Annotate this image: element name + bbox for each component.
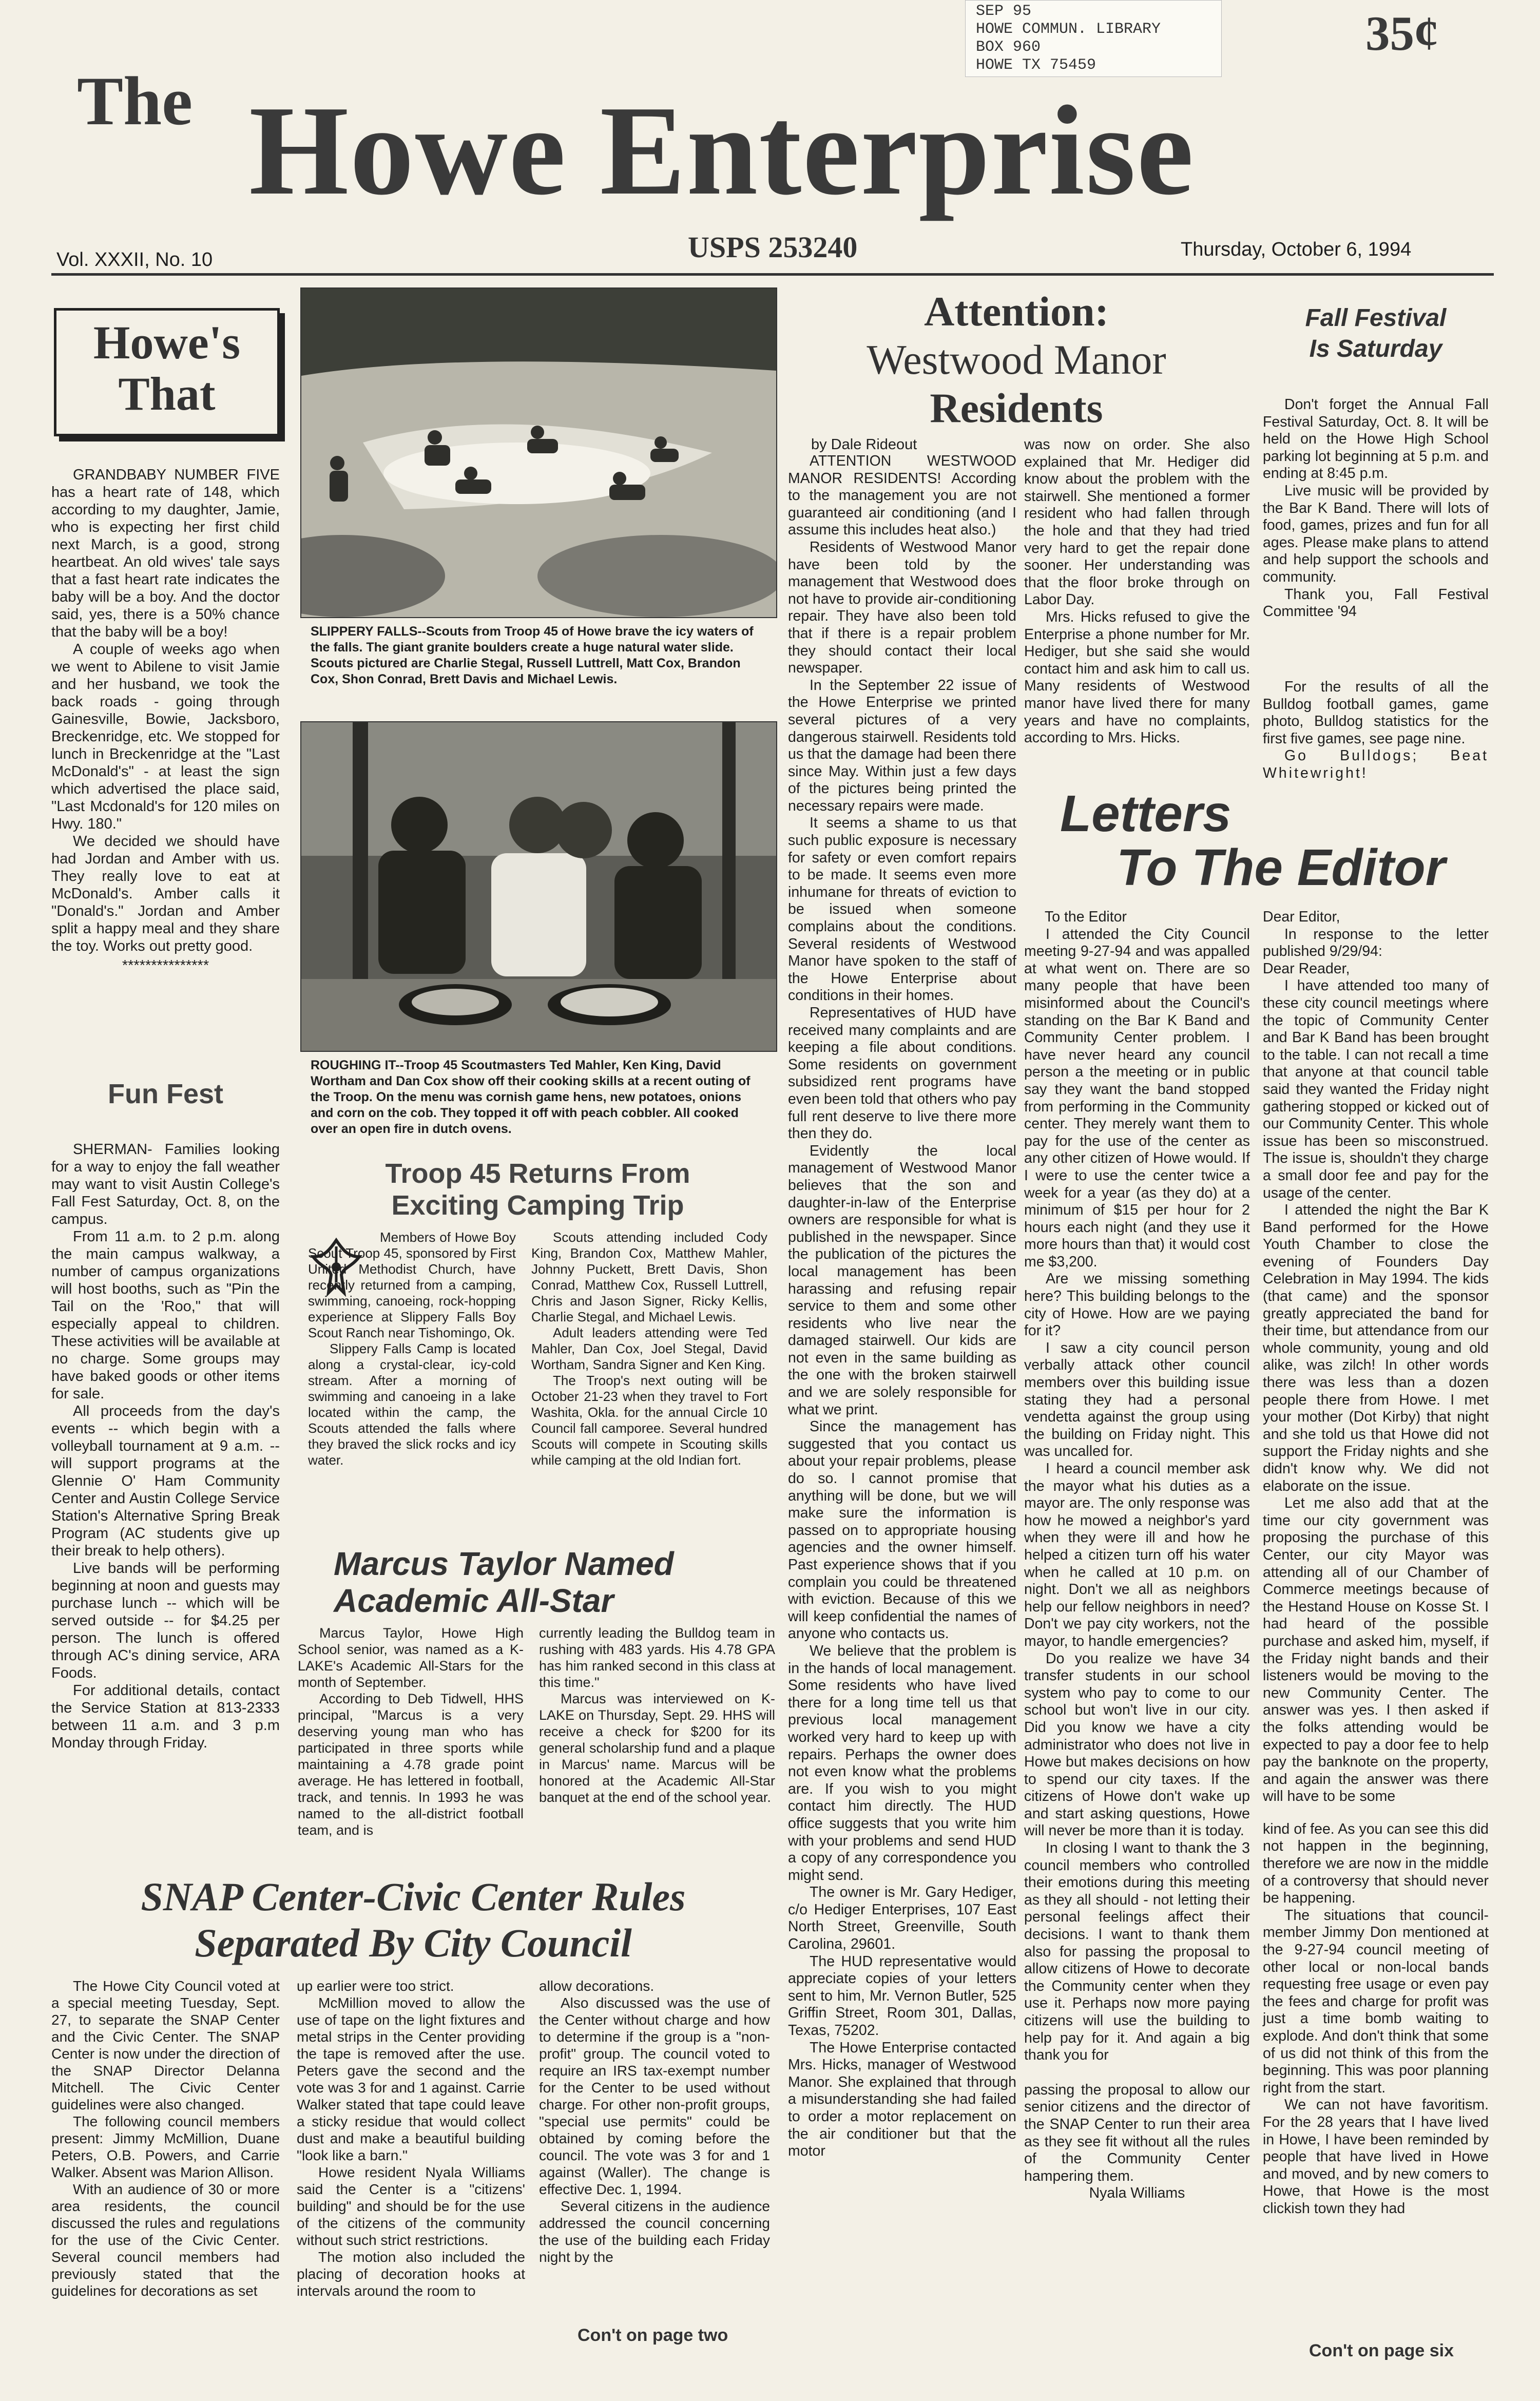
paragraph: In response to the letter published 9/29/94: bbox=[1263, 926, 1489, 960]
scoutmasters-image bbox=[301, 722, 776, 1051]
letters-headline-1: Letters bbox=[1060, 785, 1231, 842]
letter-signature: Nyala Williams bbox=[1089, 2185, 1185, 2202]
paragraph: The Howe City Council voted at a special meeting Tuesday, Sept. 27, to separate the SNAP Center and the Civic Center. The SNAP Center is now under the direction of the SNAP Director Delanna Mitchell. The Civic Center guidelines were also changed. bbox=[51, 1978, 280, 2112]
troop45-headline bbox=[300, 1158, 775, 1221]
paragraph: A couple of weeks ago when we went to Abilene to visit Jamie and her husband, we took the back roads - going through Gainesville, Bowie, Jacksboro, Breckenridge, etc. We stopped for lunch in Breckenridge at the "Last McDonald's" - at least the sign which advertised the place said, "Last Mcdonald's for 120 miles on Hwy. 180." bbox=[51, 641, 280, 832]
marcus-col1 bbox=[298, 1625, 524, 1838]
paragraph: Members of Howe Boy Scout Troop 45, sponsored by First United Methodist Church, have recently returned from a camping, swimming, canoeing, rock-hopping experience at Slippery Falls Boy Scout Ranch near Tishomingo, Ok. bbox=[308, 1230, 516, 1340]
usps-number: USPS 253240 bbox=[688, 231, 858, 264]
paragraph: Howe resident Nyala Williams said the Center is a "citizens' building" and should be for the use of the citizens of the community without such strict restrictions. bbox=[297, 2164, 525, 2248]
marcus-headline bbox=[334, 1545, 775, 1619]
paragraph: Do you realize we have 34 transfer students in our school system who pay to come to our school but won't live in our city. Did you know we have a city administrator who does not live in Howe but makes decisions on how to spend our city taxes. If the citizens of Howe don't wake up and start asking questions, Howe will never be more than it is today. bbox=[1024, 1650, 1250, 1839]
headline-line: Marcus Taylor Named bbox=[334, 1545, 674, 1582]
headline-line: Residents bbox=[930, 385, 1103, 431]
marcus-col2 bbox=[539, 1625, 775, 1805]
paragraph: was now on order. She also explained that Mr. Hediger did know about the problem with the stairwell. She mentioned a former resident who had fallen through the hole and that they had tried very hard to get the repair done sooner. Her understanding was that the floor broke through on Labor Day. bbox=[1024, 436, 1250, 608]
headline-line: Is Saturday bbox=[1309, 335, 1442, 362]
volume-number: Vol. XXXII, No. 10 bbox=[56, 249, 213, 271]
byline: by Dale Rideout bbox=[811, 436, 917, 453]
continued-link[interactable]: Con't on page two bbox=[578, 2326, 728, 2345]
paragraph: I attended the City Council meeting 9-27-94 and was appalled at what went on. There are so many people that have been misinformed about the Council's standing on the Bar K Band and Community Center problem. I have never heard any council person a the meeting or in public say they want the band stopped from performing in the Community center. They merely want them to pay for the use of the center as any other citizen of Howe would. If I were to use the center twice a week for a year (as they do) at a minimum of $15 per hour for 2 hours each night (and they use it more hours than that) it would cost me $3,200. bbox=[1024, 926, 1250, 1270]
paragraph: Representatives of HUD have received many complaints and are keeping a file about conditions. Some residents on government subsidized rent programs have even been told that others who pay full rent deserve to live there more then they do. bbox=[788, 1005, 1016, 1142]
water-slide-image bbox=[301, 289, 776, 617]
paragraph: Also discussed was the use of the Center without charge and how to determine if the group is a "non-profit" group. The council voted to require an IRS tax-exempt number for the Center to be used without charge. For other non-profit groups, "special use permits" could be obtained by coming before the council. The vote was 3 for and 1 against (Waller). The change is effective Dec. 1, 1994. bbox=[539, 1995, 770, 2197]
paragraph: GRANDBABY NUMBER FIVE has a heart rate of 148, which according to my daughter, Jamie, who is expecting her first child next March, is a good, strong heartbeat. An old wives' tale says that a fast heart rate indicates the baby will be a boy. And the doctor said, yes, there is a 50% chance that the baby will be a boy! bbox=[51, 467, 280, 640]
paragraph: Slippery Falls Camp is located along a crystal-clear, icy-cold stream. After a morning of swimming and canoeing in a lake located within the camp, the Scouts attended the falls where they braved the slick rocks and icy water. bbox=[308, 1341, 516, 1468]
howes-that-text bbox=[51, 466, 280, 974]
headline-line: Exciting Camping Trip bbox=[391, 1190, 684, 1221]
headline-line: Academic All-Star bbox=[334, 1582, 614, 1619]
photo-caption: ROUGHING IT--Troop 45 Scoutmasters Ted Mahler, Ken King, David Wortham and Dan Cox show off their cooking skills at a recent outing of the Troop. On the menu was cornish game hens, new potatoes, onions and corn on the cob. They topped it off with peach cobbler. All cooked over an open fire in dutch ovens. bbox=[311, 1058, 750, 1136]
masthead-rule bbox=[51, 273, 1494, 276]
letter-salutation: To the Editor bbox=[1045, 909, 1127, 925]
paragraph: SHERMAN- Families looking for a way to enjoy the fall weather may want to visit Austin College's Fall Fest Saturday, Oct. 8, on the campus. bbox=[51, 1141, 280, 1227]
paragraph: It seems a shame to us that such public exposure is necessary for safety or even comfort repairs to be made. It seems even more inhumane for threats of eviction to be issued when someone complains about the conditions. Several residents of Westwood Manor have spoken to the staff of the Howe Enterprise about conditions in their homes. bbox=[788, 815, 1016, 1004]
headline-line: Separated By City Council bbox=[195, 1920, 632, 1965]
snap-col3 bbox=[539, 1977, 770, 2265]
paragraph: The owner is Mr. Gary Hediger, c/o Hediger Enterprises, 107 East North Street, Greenville, South Carolina, 29601. bbox=[788, 1884, 1016, 1953]
label-line: SEP 95 bbox=[976, 3, 1032, 20]
paragraph: Live music will be provided by the Bar K Band. There will lots of food, games, prizes and fun for all ages. Please make plans to attend and help support the schools and community. bbox=[1263, 482, 1489, 585]
paragraph: passing the proposal to allow our senior citizens and the director of the SNAP Center to run their area as they see fit without all the rules of the Community Center hampering them. bbox=[1024, 2081, 1250, 2184]
paragraph: I attended the night the Bar K Band performed for the Howe Youth Chamber to close the evening of Founders Day Celebration in May 1994. The kids (that came) and the sponsor greatly appreciated the band for their time, but attendance from our whole community, young and old alike, was zilch! In other words there was less than a dozen people there from Howe. I met your mother (Dot Kirby) that night and she told us that Howe did not support the Friday nights and she didn't know why. We did not elaborate on the issue. bbox=[1263, 1202, 1489, 1494]
fun-fest-title: Fun Fest bbox=[108, 1079, 223, 1109]
paragraph: We can not have favoritism. For the 28 years that I have lived in Howe, I have been reminded by people that have lived in Howe and moved, and by new comers to Howe, that Howe is the most clickish town they had bbox=[1263, 2097, 1489, 2217]
paragraph: The motion also included the placing of decoration hooks at intervals around the room to bbox=[297, 2249, 525, 2299]
paragraph: For the results of all the Bulldog football games, game photo, Bulldog statistics for the first five games, see page nine. bbox=[1263, 679, 1489, 747]
letter-salutation: Dear Editor, bbox=[1263, 909, 1340, 925]
paragraph: Marcus Taylor, Howe High School senior, was named as a K-LAKE's Academic All-Stars for the month of September. bbox=[298, 1625, 524, 1690]
paragraph: Evidently the local management of Westwood Manor believes that the son and daughter-in-law of the Enterprise owners are responsible for what is published in the newspaper. Since the publication of the pictures the local management has been harassing and refusing repair service to them and some other residents who live near the damaged stairwell. Our kids are not even in the same building as the one with the broken stairwell and we are solely responsible for what we print. bbox=[788, 1142, 1016, 1418]
paragraph: Don't forget the Annual Fall Festival Saturday, Oct. 8. It will be held on the Howe High School parking lot beginning at 5 p.m. and ending at 8:45 p.m. bbox=[1263, 396, 1489, 482]
label-line: BOX 960 bbox=[976, 39, 1041, 56]
paragraph: With an audience of 30 or more area residents, the council discussed the rules and regulations for the use of the Civic Center. Several council members had previously stated that the guidelines for decorations as set bbox=[51, 2181, 280, 2299]
slippery-falls-photo bbox=[300, 287, 777, 618]
paragraph: allow decorations. bbox=[539, 1978, 654, 1994]
paragraph: The HUD representative would appreciate copies of your letters sent to him, Mr. Vernon Butler, 525 Griffin Street, Room 301, Dallas, Texas, 75202. bbox=[788, 1953, 1016, 2039]
masthead-title: Howe Enterprise bbox=[249, 80, 1195, 222]
headline-line: Troop 45 Returns From bbox=[385, 1158, 690, 1189]
paragraph: kind of fee. As you can see this did not happen in the beginning, therefore we are now in the middle of a controversy that should never be happening. bbox=[1263, 1820, 1489, 1907]
roughing-it-photo bbox=[300, 721, 777, 1052]
paragraph: Adult leaders attending were Ted Mahler, Dan Cox, Joel Stegal, David Wortham, Sandra Signer and Ken King. bbox=[531, 1325, 767, 1372]
paragraph: McMillion moved to allow the use of tape on the light fixtures and metal strips in the Center providing the tape is removed after the use. Peters gave the second and the vote was 3 for and 1 against. Carrie Walker stated that tape could leave a sticky residue that would collect dust and make a beautiful building "look like a barn." bbox=[297, 1995, 525, 2163]
paragraph: I saw a city council person verbally attack other council members over this building issue stating they had a personal vendetta against the group using the building on Friday night. This was uncalled for. bbox=[1024, 1339, 1250, 1460]
westwood-headline bbox=[785, 287, 1247, 432]
paragraph: up earlier were too strict. bbox=[297, 1978, 454, 1994]
troop45-col1 bbox=[308, 1230, 516, 1468]
paragraph: All proceeds from the day's events -- which begin with a volleyball tournament at 9 a.m. -- will support programs at the Glennie O' Ham Community Center and Austin College Service Station's Alternative Spring Break Program (AC students give up their break to help others). bbox=[51, 1403, 280, 1559]
paragraph: Are we missing something here? This building belongs to the city of Howe. How are we paying for it? bbox=[1024, 1271, 1250, 1339]
paragraph: Marcus was interviewed on K-LAKE on Thursday, Sept. 29. HHS will receive a check for $200 for its general scholarship fund and a plaque in Marcus' name. Marcus will be honored at the Academic All-Star banquet at the end of the school year. bbox=[539, 1691, 775, 1805]
fall-festival-text bbox=[1263, 396, 1489, 621]
snap-col2 bbox=[297, 1977, 525, 2299]
price: 35¢ bbox=[1365, 6, 1439, 61]
paragraph: Let me also add that at the time our city government was proposing the purchase of this Center, our city Mayor was attending all of our Chamber of Commerce meetings because of the Hestand House on Kosse St. I had heard of the possible purchase and asked him, myself, if the Friday night bands and their listeners would be moving to the new Community Center. The answer was yes. I then asked if the folks attending would be expected to pay a door fee to help pay the banknote on the property, and again the answer was there will have to be some bbox=[1263, 1495, 1489, 1805]
paragraph: Thank you, Fall Festival Committee '94 bbox=[1263, 586, 1489, 620]
letter-nyala-williams bbox=[1024, 909, 1250, 2202]
paragraph: I heard a council member ask the mayor what his duties as a mayor are. The only response was how he mowed a neighbor's yard when they were ill and how he helped a citizen turn off his water when he called at 10 p.m. on night. Don't we all as neighbors help our fellow neighbors in need? Don't we pay city workers, not the mayor, to handle emergencies? bbox=[1024, 1461, 1250, 1649]
snap-col1 bbox=[51, 1977, 280, 2299]
headline-line: Westwood Manor bbox=[867, 336, 1166, 383]
letter-salutation: Dear Reader, bbox=[1263, 960, 1350, 977]
paragraph: We decided we should have had Jordan and Amber with us. They really love to eat at McDonald's. Amber calls it "Donald's." Jordan and Amber split a happy meal and they share the toy. Works out pretty good. bbox=[51, 833, 280, 954]
football-note bbox=[1263, 679, 1489, 782]
paragraph: Mrs. Hicks refused to give the Enterprise a phone number for Mr. Hediger, but she said she would contact him and ask him to call us. Many residents of Westwood manor have lived there for many years and have no complaints, according to Mrs. Hicks. bbox=[1024, 608, 1250, 746]
issue-date: Thursday, October 6, 1994 bbox=[1181, 239, 1412, 260]
headline-line: Fall Festival bbox=[1305, 304, 1447, 332]
paragraph: Since the management has suggested that you contact us about your repair problems, please do so. I cannot promise that anything will be done, but we will make sure the information is passed on to appropriate housing agencies and the owner himself. Past experience shows that if you complain you could be threatened with eviction. Because of this we will keep confidential the names of anyone who contacts us. bbox=[788, 1418, 1016, 1642]
westwood-col1 bbox=[788, 453, 1016, 2160]
headline-line: SNAP Center-Civic Center Rules bbox=[141, 1874, 686, 1919]
paragraph: ATTENTION WESTWOOD MANOR RESIDENTS! According to the management you are not guaranteed air conditioning (and I assume this includes heat also.) bbox=[788, 453, 1016, 539]
snap-headline bbox=[51, 1874, 775, 1966]
photo-caption: SLIPPERY FALLS--Scouts from Troop 45 of Howe brave the icy waters of the falls. The giant granite boulders create a huge natural water slide. Scouts pictured are Charlie Stegal, Russell Luttrell, Matt Cox, Brandon Cox, Shon Conrad, Brett Davis and Michael Lewis. bbox=[311, 624, 754, 686]
masthead-the: The bbox=[77, 63, 193, 140]
paragraph: The Troop's next outing will be October 21-23 when they travel to Fort Washita, Okla. for the annual Circle 10 Council fall camporee. Several hundred Scouts will compete in Scouting skills while camping at the old Indian fort. bbox=[531, 1373, 767, 1468]
mailing-label bbox=[965, 0, 1222, 77]
paragraph: Several citizens in the audience addressed the council concerning the use of the building each Friday night by the bbox=[539, 2198, 770, 2265]
howes-that-box bbox=[54, 308, 280, 436]
paragraph: The situations that council-member Jimmy Don mentioned at the 9-27-94 council meeting of other local or non-local bands requesting free usage or even pay the fees and charge for profit was just a time bomb waiting to explode. And don't think that some of us did not think of this from the beginning. This was poor planning right from the start. bbox=[1263, 1907, 1489, 2096]
paragraph: We believe that the problem is in the hands of local management. Some residents who have lived there for a long time tell us that previous local management worked very hard to keep up with repairs. Perhaps the owner does not even know what the problems are. If you wish to you might contact him directly. The HUD office suggests that you write him with your problems and send HUD a copy of any correspondence you might send. bbox=[788, 1642, 1016, 1884]
paragraph: I have attended too many of these city council meetings where the topic of Community Center and Bar K Band has been brought to the table. I can not recall a time that anyone at that council table said they wanted the Friday night gathering stopped or kicked out of our Community Center. This whole issue has been so misconstrued. The issue is, shouldn't they charge a small door fee and pay for the usage of the center. bbox=[1263, 977, 1489, 1201]
separator-stars: *************** bbox=[122, 957, 209, 974]
paragraph: The following council members present: Jimmy McMillion, Duane Peters, O.B. Powers, and Carrie Walker. Absent was Marion Allison. bbox=[51, 2114, 280, 2180]
letters-headline-2: To The Editor bbox=[1116, 839, 1446, 896]
fall-festival-headline bbox=[1263, 303, 1489, 364]
paragraph: Residents of Westwood Manor have been told by the management that Westwood does not have to provide air-conditioning repair. They have also been told that if there is a repair problem they should contact their local newspaper. bbox=[788, 539, 1016, 677]
paragraph: From 11 a.m. to 2 p.m. along the main campus walkway, a number of campus organizations will host booths, such as "Pin the Tail on the 'Roo," that will especially appeal to children. These activities will be available at no charge. Some groups may have baked goods or other items for sale. bbox=[51, 1228, 280, 1402]
headline-line: Attention: bbox=[924, 288, 1109, 335]
fun-fest-text bbox=[51, 1141, 280, 1752]
paragraph: Live bands will be performing beginning at noon and guests may purchase lunch -- which will be served outside -- for $4.25 per person. The lunch is offered through AC's dining service, ARA Foods. bbox=[51, 1560, 280, 1681]
paragraph: In closing I want to thank the 3 council members who controlled their emotions during this meeting as they all should - not letting their personal feelings affect their decisions. I want to thank them also for passing the proposal to allow citizens of Howe to decorate the Community center when they use it. Perhaps now more paying citizens will use the building to help pay for it. And again a big thank you for bbox=[1024, 1840, 1250, 2064]
paragraph: For additional details, contact the Service Station at 813-2333 between 11 a.m. and 3 p.m Monday through Friday. bbox=[51, 1682, 280, 1751]
letter-dear-editor bbox=[1263, 909, 1489, 2218]
label-line: HOWE COMMUN. LIBRARY bbox=[976, 21, 1161, 38]
continued-link[interactable]: Con't on page six bbox=[1309, 2341, 1454, 2360]
label-line: HOWE TX 75459 bbox=[976, 56, 1096, 74]
westwood-col2 bbox=[1024, 436, 1250, 747]
paragraph: According to Deb Tidwell, HHS principal, "Marcus is a very deserving young man who has participated in three sports while maintaining a 4.78 grade point average. He has lettered in football, track, and tennis. In 1993 he was named to the all-district football team, and is bbox=[298, 1691, 524, 1838]
paragraph: The Howe Enterprise contacted Mrs. Hicks, manager of Westwood Manor. She explained that through a misunderstanding she had failed to order a motor replacement on the air conditioner but that the motor bbox=[788, 2039, 1016, 2160]
paragraph: currently leading the Bulldog team in rushing with 483 yards. His 4.78 GPA has him ranked second in this class at this time." bbox=[539, 1625, 775, 1690]
howes-that-title: That bbox=[118, 368, 216, 420]
paragraph: Scouts attending included Cody King, Brandon Cox, Matthew Mahler, Johnny Puckett, Brett Davis, Shon Conrad, Matthew Cox, Russell Luttrell, Chris and Jason Signer, Ricky Kellis, Charlie Stegal, and Michael Lewis. bbox=[531, 1230, 767, 1324]
paragraph: Go Bulldogs; Beat Whitewright! bbox=[1263, 747, 1489, 781]
paragraph: In the September 22 issue of the Howe Enterprise we printed several pictures of a very dangerous stairwell. Residents told us that the damage had been there since May. Within just a few days of the pictures being printed the necessary repairs were made. bbox=[788, 677, 1016, 814]
troop45-col2 bbox=[531, 1230, 767, 1468]
howes-that-title: Howe's bbox=[93, 316, 241, 369]
